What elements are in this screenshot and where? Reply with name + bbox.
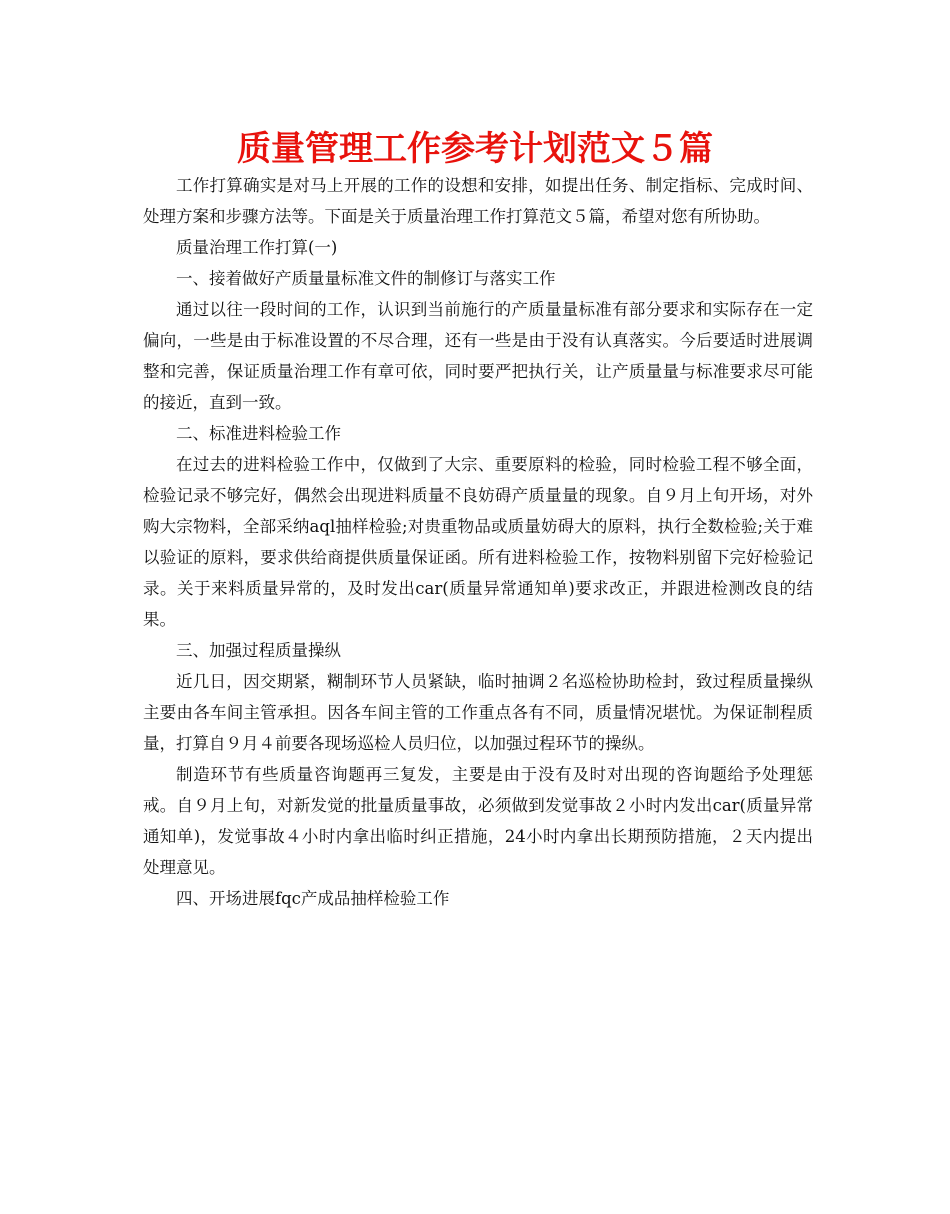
document-body	[143, 170, 813, 914]
section-heading-2: 二、标准进料检验工作	[176, 424, 341, 443]
paragraph-standards: 通过以往一段时间的工作，认识到当前施行的产质量量标准有部分要求和实际存在一定偏向，一些是由于标准设置的不尽合理，还有一些是由于没有认真落实。今后要适时进展调整和完善，保证质量治理工作有章可依，同时要严把执行关，让产质量量与标准要求尽可能的接近，直到一致。	[143, 300, 813, 412]
section-heading-3: 三、加强过程质量操纵	[176, 641, 341, 660]
paragraph-manufacturing-issues: 制造环节有些质量咨询题再三复发，主要是由于没有及时对出现的咨询题给予处理惩戒。自９月上旬，对新发觉的批量质量事故，必须做到发觉事故２小时内发出car(质量异常通知单)，发觉事故４小时内拿出临时纠正措施，24小时内拿出长期预防措施，２天内提出处理意见。	[143, 765, 813, 877]
paragraph-process-control: 近几日，因交期紧，糊制环节人员紧缺，临时抽调２名巡检协助检封，致过程质量操纵主要由各车间主管承担。因各车间主管的工作重点各有不同，质量情况堪忧。为保证制程质量，打算自９月４前要各现场巡检人员归位，以加强过程环节的操纵。	[143, 672, 813, 753]
paragraph-intro: 工作打算确实是对马上开展的工作的设想和安排，如提出任务、制定指标、完成时间、处理方案和步骤方法等。下面是关于质量治理工作打算范文５篇，希望对您有所协助。	[143, 176, 813, 226]
section-heading-4: 四、开场进展fqc产成品抽样检验工作	[176, 889, 450, 908]
section-heading-plan-1: 质量治理工作打算(一)	[176, 238, 338, 257]
paragraph-incoming-inspection: 在过去的进料检验工作中，仅做到了大宗、重要原料的检验，同时检验工程不够全面，检验记录不够完好，偶然会出现进料质量不良妨碍产质量量的现象。自９月上旬开场，对外购大宗物料，全部采纳aql抽样检验;对贵重物品或质量妨碍大的原料，执行全数检验;关于难以验证的原料，要求供给商提供质量保证函。所有进料检验工作，按物料别留下完好检验记录。关于来料质量异常的，及时发出car(质量异常通知单)要求改正，并跟进检测改良的结果。	[143, 455, 813, 629]
document-title: 质量管理工作参考计划范文５篇	[237, 129, 713, 169]
section-heading-1: 一、接着做好产质量量标准文件的制修订与落实工作	[176, 269, 556, 288]
